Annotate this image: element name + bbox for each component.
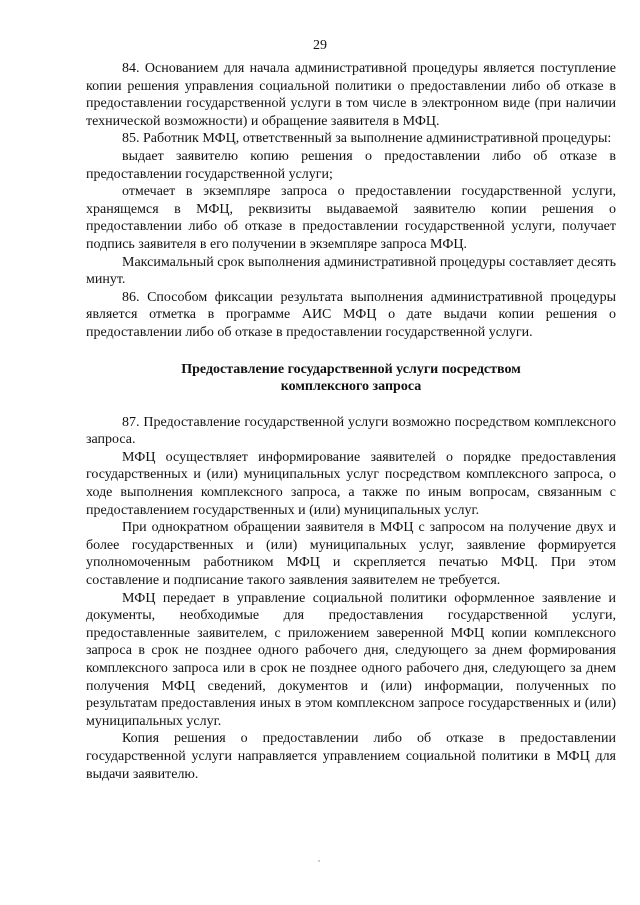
page-number: 29 (313, 38, 327, 53)
document-body (86, 60, 616, 783)
paragraph-decision-copy: Копия решения о предоставлении либо об отказе в предоставлении государственной услуги направляется управлением социальной политики в МФЦ для выдачи заявителю. (86, 731, 616, 782)
section-heading (86, 361, 616, 396)
paragraph-85: 85. Работник МФЦ, ответственный за выполнение административной процедуры: (122, 131, 612, 147)
paragraph-single-request: При однократном обращении заявителя в МФЦ с запросом на получение двух и более государственных и (или) муниципальных услуг, заявление формируется уполномоченным работником МФЦ и скрепляется печатью МФЦ. При этом составление и подписание такого заявления заявителем не требуется. (86, 520, 616, 589)
section-heading-line-2: комплексного запроса (280, 379, 422, 395)
paragraph-87: 87. Предоставление государственной услуги возможно посредством комплексного запроса. (86, 414, 616, 448)
footer-dot (318, 860, 320, 862)
paragraph-85-item-1: выдает заявителю копию решения о предоставлении либо об отказе в предоставлении государственной услуги; (86, 148, 616, 182)
paragraph-mfc-transfer: МФЦ передает в управление социальной политики оформленное заявление и документы, необходимые для предоставления государственной услуги, предоставленные заявителем, с приложением заверенной МФЦ копии комплексного запроса в срок не позднее одного рабочего дня, следующего за днем формирования комплексного запроса или в срок не позднее одного рабочего дня, следующего за днем получения МФЦ сведений, документов и (или) информации, полученных по результатам предоставления иных в этом комплексном запросе государственных и (или) муниципальных услуг. (86, 590, 616, 729)
paragraph-mfc-informing: МФЦ осуществляет информирование заявителей о порядке предоставления государственных и (или) муниципальных услуг посредством комплексного запроса, о ходе выполнения комплексного запроса, а также по иным вопросам, связанным с предоставлением государственных и (или) муниципальных услуг. (86, 449, 616, 518)
paragraph-84: 84. Основанием для начала административной процедуры является поступление копии решения управления социальной политики о предоставлении либо об отказе в предоставлении государственной услуги в том числе в электронном виде (при наличии технической возможности) и обращение заявителя в МФЦ. (86, 61, 616, 129)
section-heading-line-1: Предоставление государственной услуги посредством (181, 361, 521, 377)
paragraph-85-item-2: отмечает в экземпляре запроса о предоставлении государственной услуги, хранящемся в МФЦ, реквизиты выдаваемой заявителю копии решения о предоставлении либо об отказе в предоставлении государственной услуги, получает подпись заявителя в его получении в экземпляре запроса МФЦ. (86, 184, 616, 252)
paragraph-max-time: Максимальный срок выполнения административной процедуры составляет десять минут. (86, 254, 616, 288)
paragraph-86: 86. Способом фиксации результата выполнения административной процедуры является отметка в программе АИС МФЦ о дате выдачи копии решения о предоставлении либо об отказе в предоставлении государственной услуги. (86, 289, 616, 340)
